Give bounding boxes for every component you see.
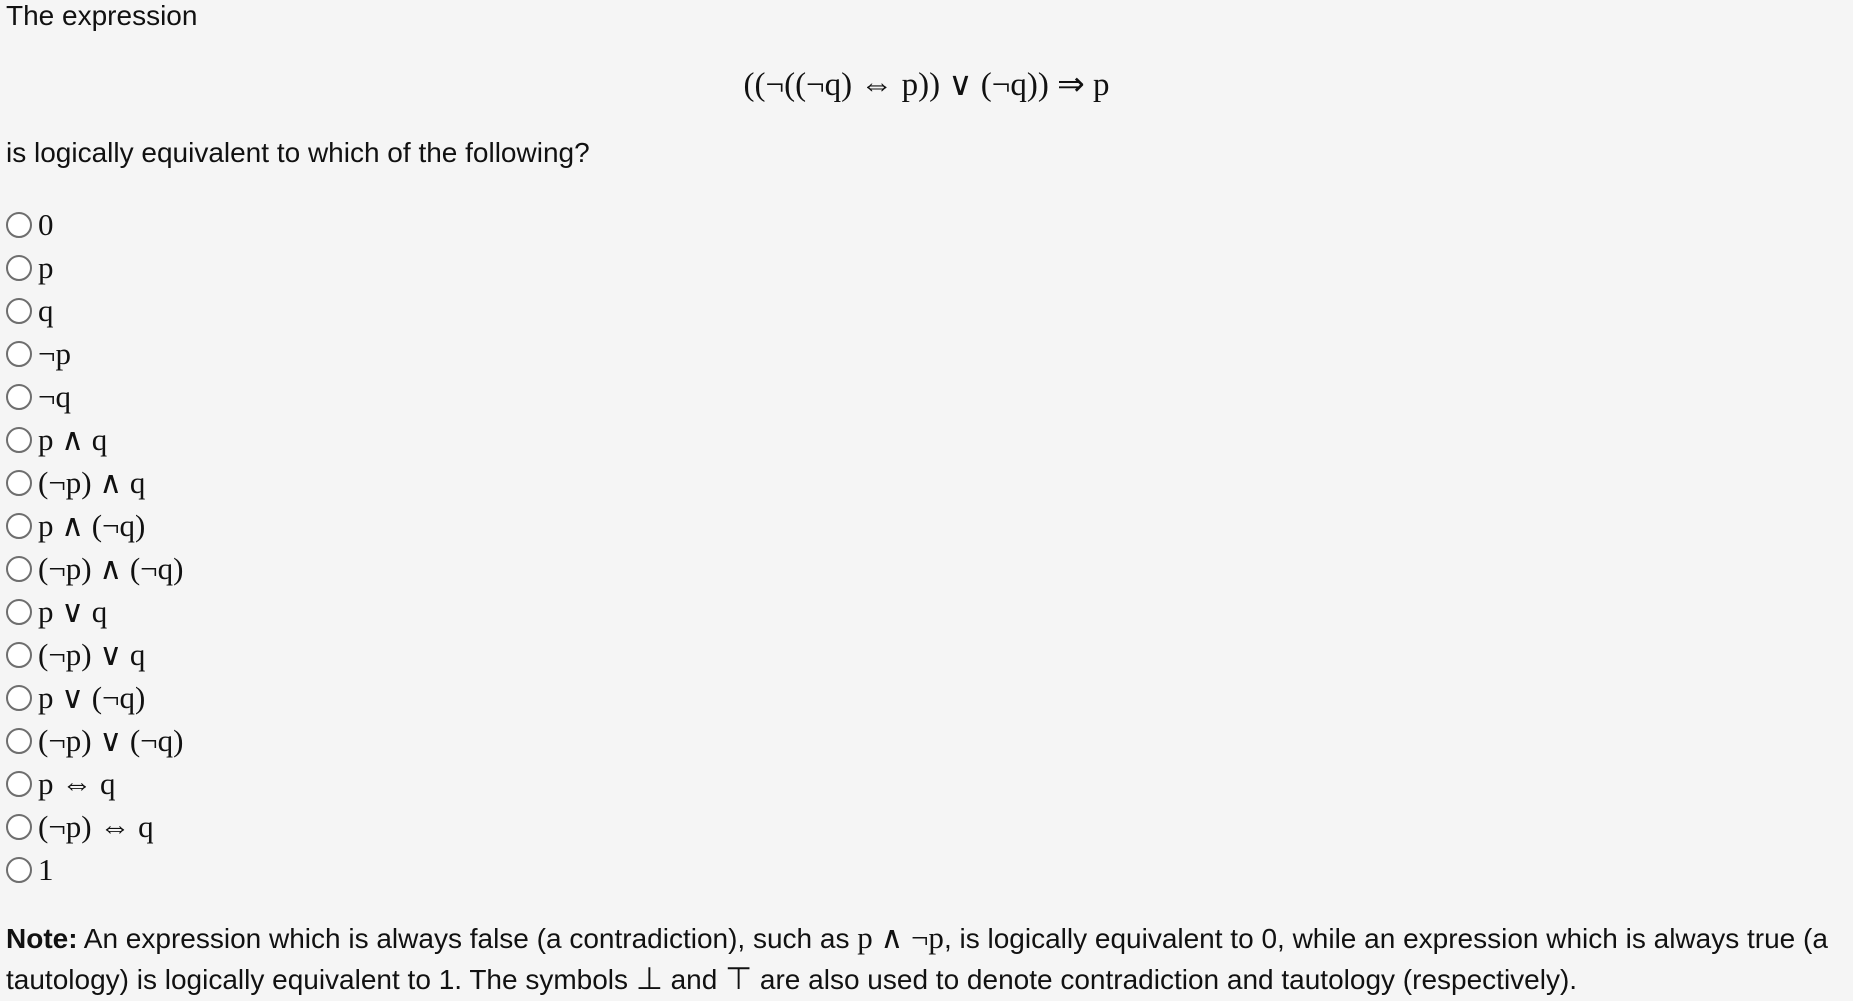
option-label: (¬p) ∧ (¬q): [38, 550, 184, 586]
option-label: p ∧ q: [38, 421, 108, 457]
question-intro: The expression: [6, 0, 198, 31]
option-label: 1: [38, 851, 54, 887]
option-q[interactable]: [6, 289, 183, 332]
option-label: (¬p) ∨ q: [38, 636, 146, 672]
note-paragraph: [6, 918, 1846, 1000]
option-label: p: [38, 249, 54, 285]
option-label: p ⇔ q: [38, 765, 116, 801]
note-text-4: are also used to denote contradiction and tautology (respectively).: [759, 964, 1578, 995]
question-prompt: is logically equivalent to which of the following?: [6, 137, 590, 168]
option-not-p-iff-q[interactable]: [6, 805, 183, 848]
radio-button[interactable]: [6, 771, 32, 797]
option-label: q: [38, 292, 54, 328]
option-1[interactable]: [6, 848, 183, 891]
radio-button[interactable]: [6, 513, 32, 539]
radio-button[interactable]: [6, 470, 32, 496]
option-p-iff-q[interactable]: [6, 762, 183, 805]
note-text-2: , is logically equivalent to 0, while an expression which is always true (a tautology) is logically equivalent to 1. The symbols: [6, 923, 1828, 995]
option-label: p ∧ (¬q): [38, 507, 146, 543]
option-label: ¬q: [38, 378, 71, 414]
radio-button[interactable]: [6, 814, 32, 840]
note-text-1: An expression which is always false (a contradiction), such as: [83, 923, 850, 954]
option-p-and-q[interactable]: [6, 418, 183, 461]
note-heading: Note:: [6, 923, 78, 954]
option-not-p-and-q[interactable]: [6, 461, 183, 504]
radio-button[interactable]: [6, 728, 32, 754]
option-p-or-not-q[interactable]: [6, 676, 183, 719]
option-label: (¬p) ∧ q: [38, 464, 146, 500]
option-p-or-q[interactable]: [6, 590, 183, 633]
radio-button[interactable]: [6, 341, 32, 367]
radio-button[interactable]: [6, 255, 32, 281]
option-not-p[interactable]: [6, 332, 183, 375]
radio-button[interactable]: [6, 384, 32, 410]
radio-button[interactable]: [6, 212, 32, 238]
answer-options: [6, 203, 183, 891]
option-0[interactable]: [6, 203, 183, 246]
radio-button[interactable]: [6, 642, 32, 668]
option-label: p ∨ q: [38, 593, 108, 629]
option-label: (¬p) ⇔ q: [38, 808, 154, 844]
radio-button[interactable]: [6, 599, 32, 625]
note-text-3: and: [670, 964, 718, 995]
option-p[interactable]: [6, 246, 183, 289]
option-label: (¬p) ∨ (¬q): [38, 722, 184, 758]
option-not-q[interactable]: [6, 375, 183, 418]
bottom-symbol: ⊥: [635, 961, 663, 996]
note-math-contradiction: p ∧ ¬p: [857, 920, 944, 955]
top-symbol: ⊤: [725, 961, 753, 996]
option-not-p-or-not-q[interactable]: [6, 719, 183, 762]
option-not-p-or-q[interactable]: [6, 633, 183, 676]
radio-button[interactable]: [6, 685, 32, 711]
option-not-p-and-not-q[interactable]: [6, 547, 183, 590]
expression-display: ((¬((¬q) ⇔ p)) ∨ (¬q)) ⇒ p: [743, 67, 1110, 103]
option-label: p ∨ (¬q): [38, 679, 146, 715]
radio-button[interactable]: [6, 857, 32, 883]
radio-button[interactable]: [6, 427, 32, 453]
option-label: 0: [38, 206, 54, 242]
radio-button[interactable]: [6, 556, 32, 582]
option-p-and-not-q[interactable]: [6, 504, 183, 547]
option-label: ¬p: [38, 335, 71, 371]
radio-button[interactable]: [6, 298, 32, 324]
